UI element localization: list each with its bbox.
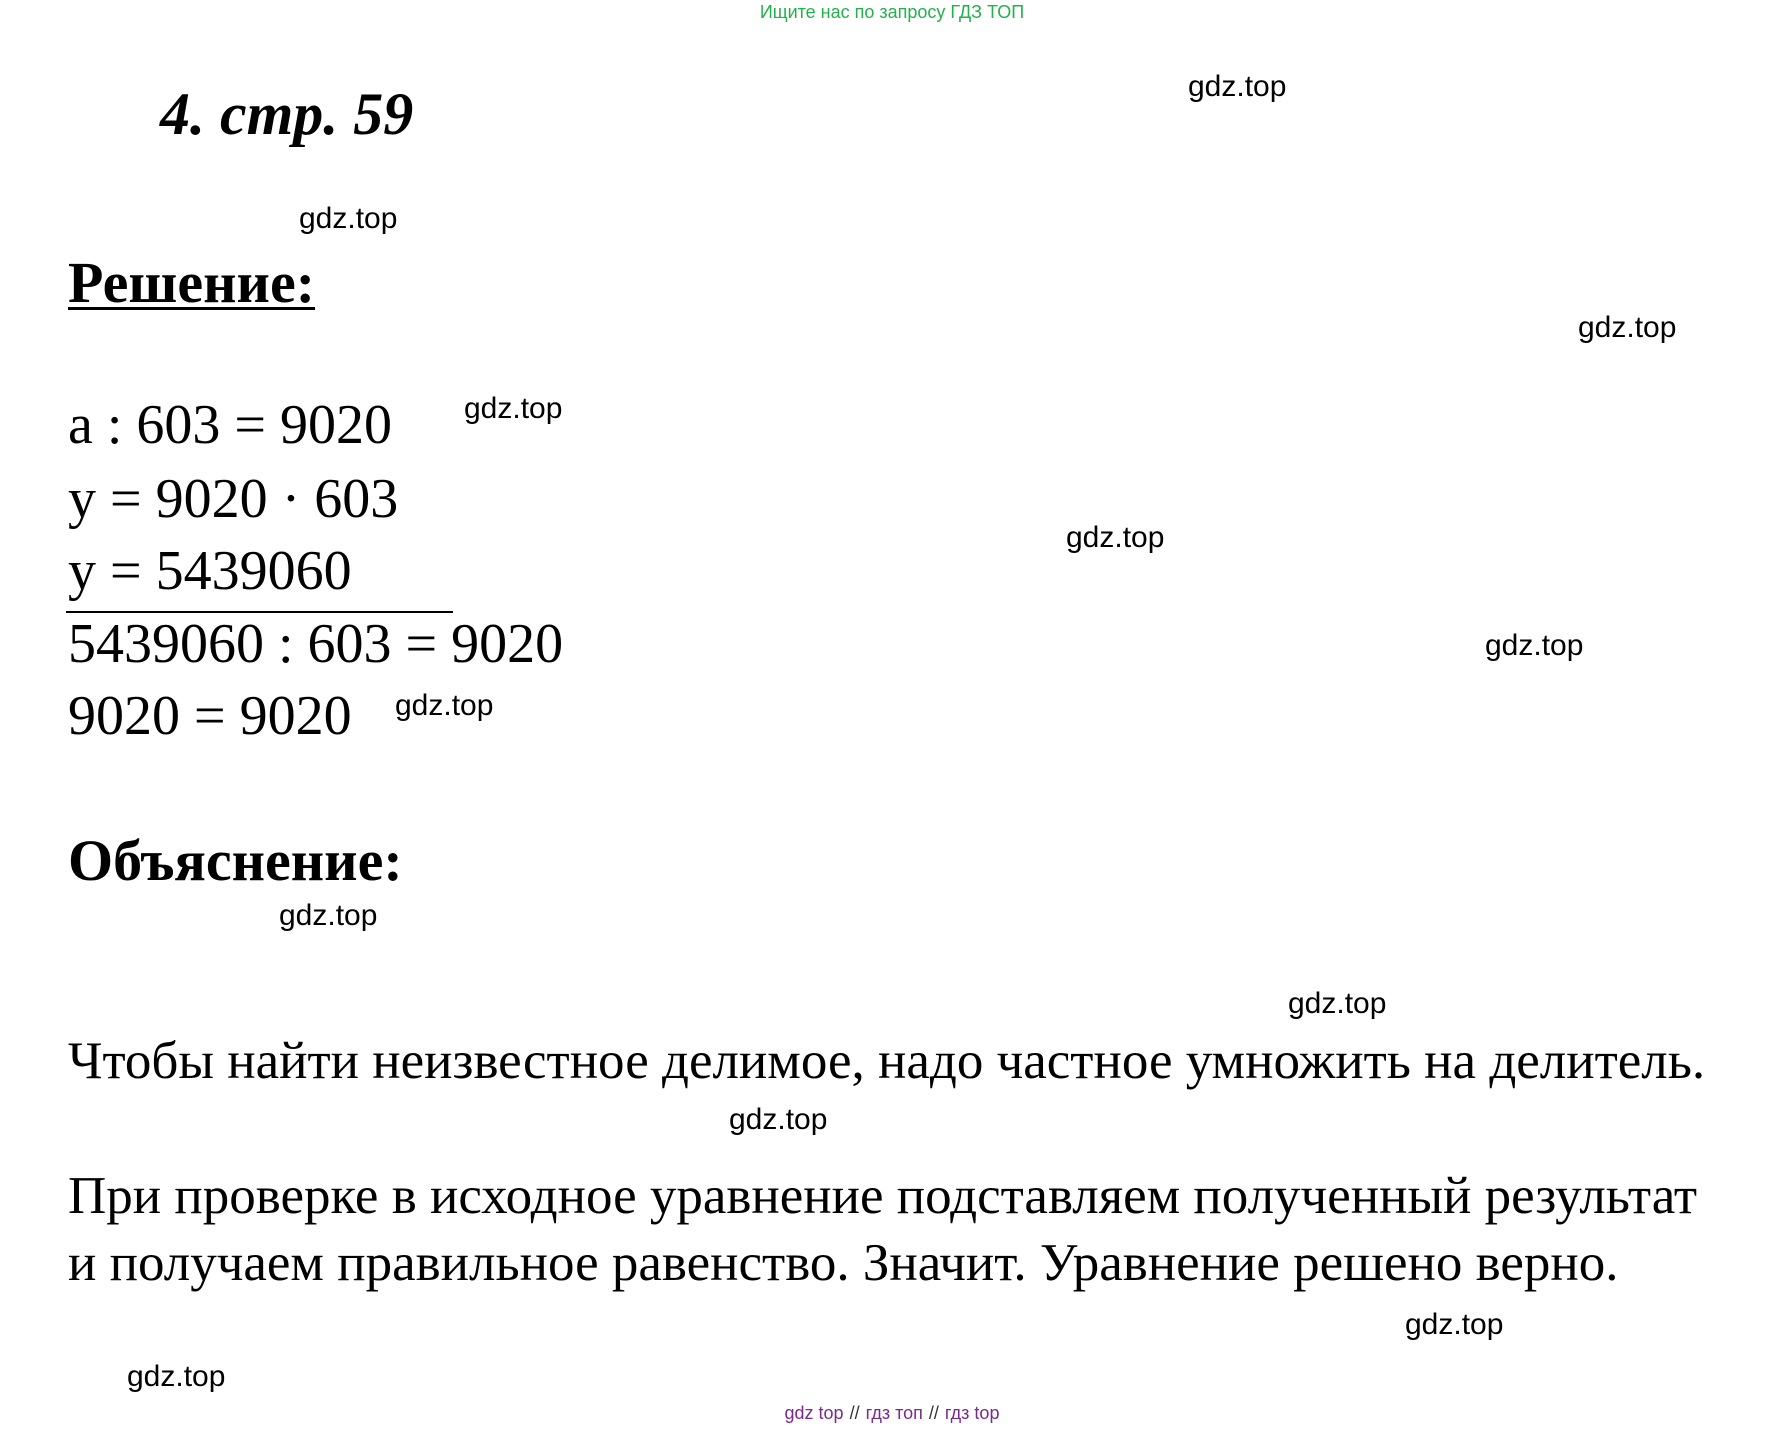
equation-line-2: у = 9020 · 603 bbox=[68, 468, 399, 530]
banner-text[interactable]: Ищите нас по запросу ГДЗ ТОП bbox=[759, 2, 1025, 22]
explanation-paragraph-2: При проверке в исходное уравнение подставляем полученный результат и получаем правильное равенство. Значит. Уравнение решено верно. bbox=[68, 1167, 1698, 1292]
explanation-heading: Объяснение: bbox=[68, 828, 403, 893]
watermark: gdz.top bbox=[279, 899, 378, 932]
watermark: gdz.top bbox=[1066, 521, 1165, 554]
explanation-paragraph-1: Чтобы найти неизвестное делимое, надо частное умножить на делитель. bbox=[68, 1032, 1706, 1090]
footer-separator: // bbox=[849, 1403, 860, 1423]
footer-link-2[interactable]: гдз топ bbox=[865, 1403, 923, 1423]
footer-links bbox=[0, 1402, 1784, 1424]
equation-line-3: у = 5439060 bbox=[68, 540, 352, 602]
top-banner[interactable] bbox=[0, 2, 1784, 22]
watermark: gdz.top bbox=[1405, 1308, 1504, 1341]
equation-line-1: а : 603 = 9020 bbox=[68, 394, 392, 456]
watermark: gdz.top bbox=[729, 1103, 828, 1136]
watermark: gdz.top bbox=[1288, 987, 1387, 1020]
page-title: 4. стр. 59 bbox=[160, 81, 414, 147]
solution-heading: Решение: bbox=[68, 250, 316, 315]
watermark: gdz.top bbox=[1578, 311, 1677, 344]
footer-link-3[interactable]: гдз top bbox=[944, 1403, 1000, 1423]
watermark: gdz.top bbox=[1188, 70, 1287, 103]
check-line-2: 9020 = 9020 bbox=[68, 685, 352, 747]
watermark: gdz.top bbox=[127, 1360, 226, 1393]
watermark: gdz.top bbox=[464, 392, 563, 425]
check-line-1: 5439060 : 603 = 9020 bbox=[68, 613, 564, 675]
watermark: gdz.top bbox=[299, 202, 398, 235]
footer-separator: // bbox=[928, 1403, 939, 1423]
footer-link-1[interactable]: gdz top bbox=[784, 1403, 844, 1423]
watermark: gdz.top bbox=[395, 689, 494, 722]
watermark: gdz.top bbox=[1485, 629, 1584, 662]
